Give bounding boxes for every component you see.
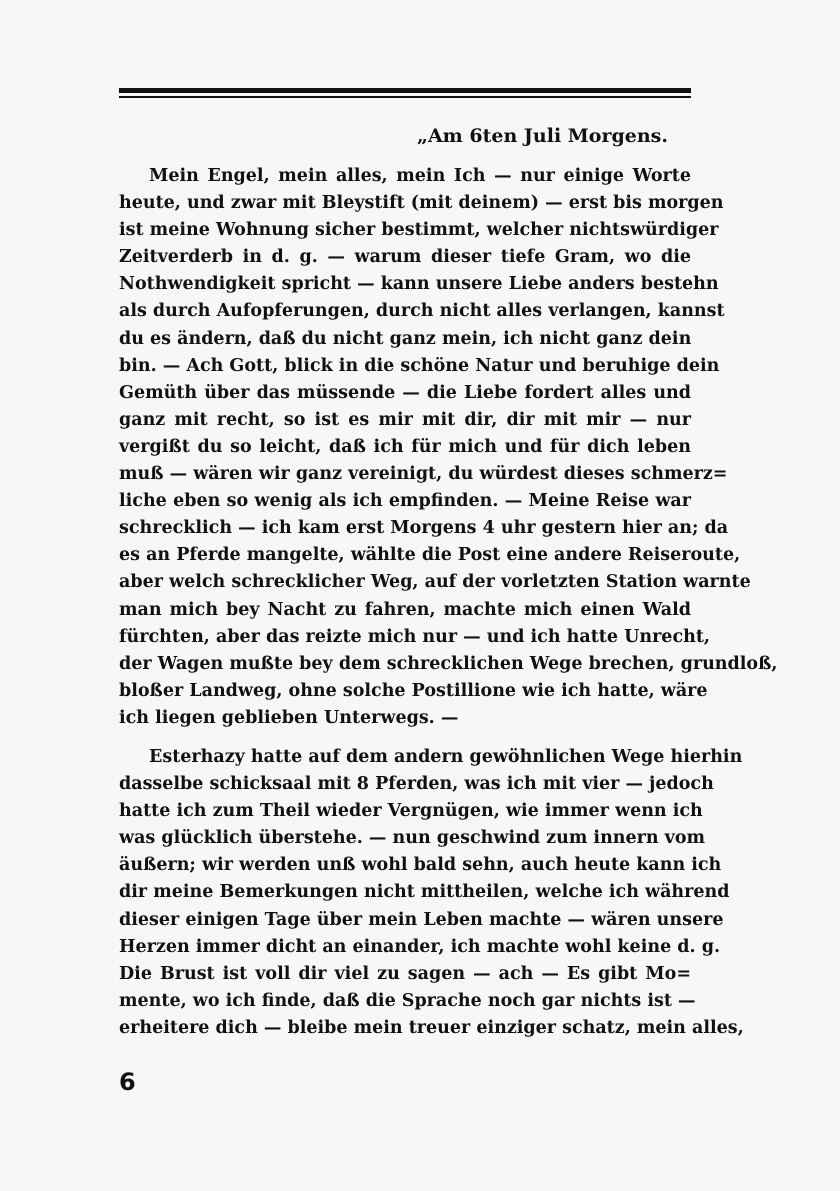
text-line: ich liegen geblieben Unterwegs. — (119, 707, 459, 728)
text-line: dieser einigen Tage über mein Leben machte — wären unsere (119, 909, 724, 930)
text-line: dasselbe schicksaal mit 8 Pferden, was ich mit vier — jedoch (119, 774, 714, 795)
header-rule-thick (119, 88, 691, 93)
text-line: heute, und zwar mit Bleystift (mit deinem) — erst bis morgen (119, 193, 724, 214)
text-line: Nothwendigkeit spricht — kann unsere Liebe anders bestehn (119, 274, 719, 295)
text-line: ganz mit recht, so ist es mir mit dir, dir mit mir — nur (119, 409, 691, 430)
text-line: es an Pferde mangelte, wählte die Post eine andere Reiseroute, (119, 545, 741, 566)
text-line: vergißt du so leicht, daß ich für mich und für dich leben (119, 436, 691, 457)
text-line: du es ändern, daß du nicht ganz mein, ich nicht ganz dein (119, 328, 692, 349)
text-line: bloßer Landweg, ohne solche Postillione wie ich hatte, wäre (119, 680, 708, 701)
text-line: fürchten, aber das reizte mich nur — und ich hatte Unrecht, (119, 626, 711, 647)
text-line: ist meine Wohnung sicher bestimmt, welcher nichtswürdiger (119, 220, 719, 241)
letter-heading: „Am 6ten Juli Morgens. (417, 125, 668, 147)
text-line: mente, wo ich finde, daß die Sprache noch gar nichts ist — (119, 990, 696, 1011)
text-line: Zeitverderb in d. g. — warum dieser tiefe Gram, wo die (119, 247, 691, 268)
text-line: hatte ich zum Theil wieder Vergnügen, wie immer wenn ich (119, 801, 703, 822)
page-number: 6 (119, 1068, 136, 1096)
text-line: muß — wären wir ganz vereinigt, du würdest dieses schmerz= (119, 464, 728, 485)
header-rule-thin (119, 96, 691, 98)
text-line: Mein Engel, mein alles, mein Ich — nur einige Worte (149, 166, 691, 186)
text-line: schrecklich — ich kam erst Morgens 4 uhr gestern hier an; da (119, 518, 729, 539)
text-line: man mich bey Nacht zu fahren, machte mich einen Wald (119, 599, 691, 620)
text-line: liche eben so wenig als ich empfinden. — Meine Reise war (119, 491, 691, 512)
text-line: der Wagen mußte bey dem schrecklichen Wege brechen, grundloß, (119, 653, 778, 674)
text-line: Esterhazy hatte auf dem andern gewöhnlichen Wege hierhin (149, 747, 743, 767)
text-line: dir meine Bemerkungen nicht mittheilen, welche ich während (119, 882, 730, 903)
text-line: Die Brust ist voll dir viel zu sagen — ach — Es gibt Mo= (119, 963, 691, 984)
text-line: Herzen immer dicht an einander, ich machte wohl keine d. g. (119, 936, 721, 957)
paragraph-2 (119, 744, 744, 1042)
text-line: als durch Aufopferungen, durch nicht alles verlangen, kannst (119, 301, 725, 322)
text-line: bin. — Ach Gott, blick in die schöne Natur und beruhige dein (119, 355, 720, 376)
text-line: aber welch schrecklicher Weg, auf der vorletzten Station warnte (119, 572, 751, 593)
text-line: erheitere dich — bleibe mein treuer einziger schatz, mein alles, (119, 1017, 744, 1038)
text-line: äußern; wir werden unß wohl bald sehn, auch heute kann ich (119, 855, 722, 876)
text-line: Gemüth über das müssende — die Liebe fordert alles und (119, 382, 691, 403)
paragraph-1 (119, 163, 778, 732)
text-line: was glücklich überstehe. — nun geschwind zum innern vom (119, 828, 706, 849)
